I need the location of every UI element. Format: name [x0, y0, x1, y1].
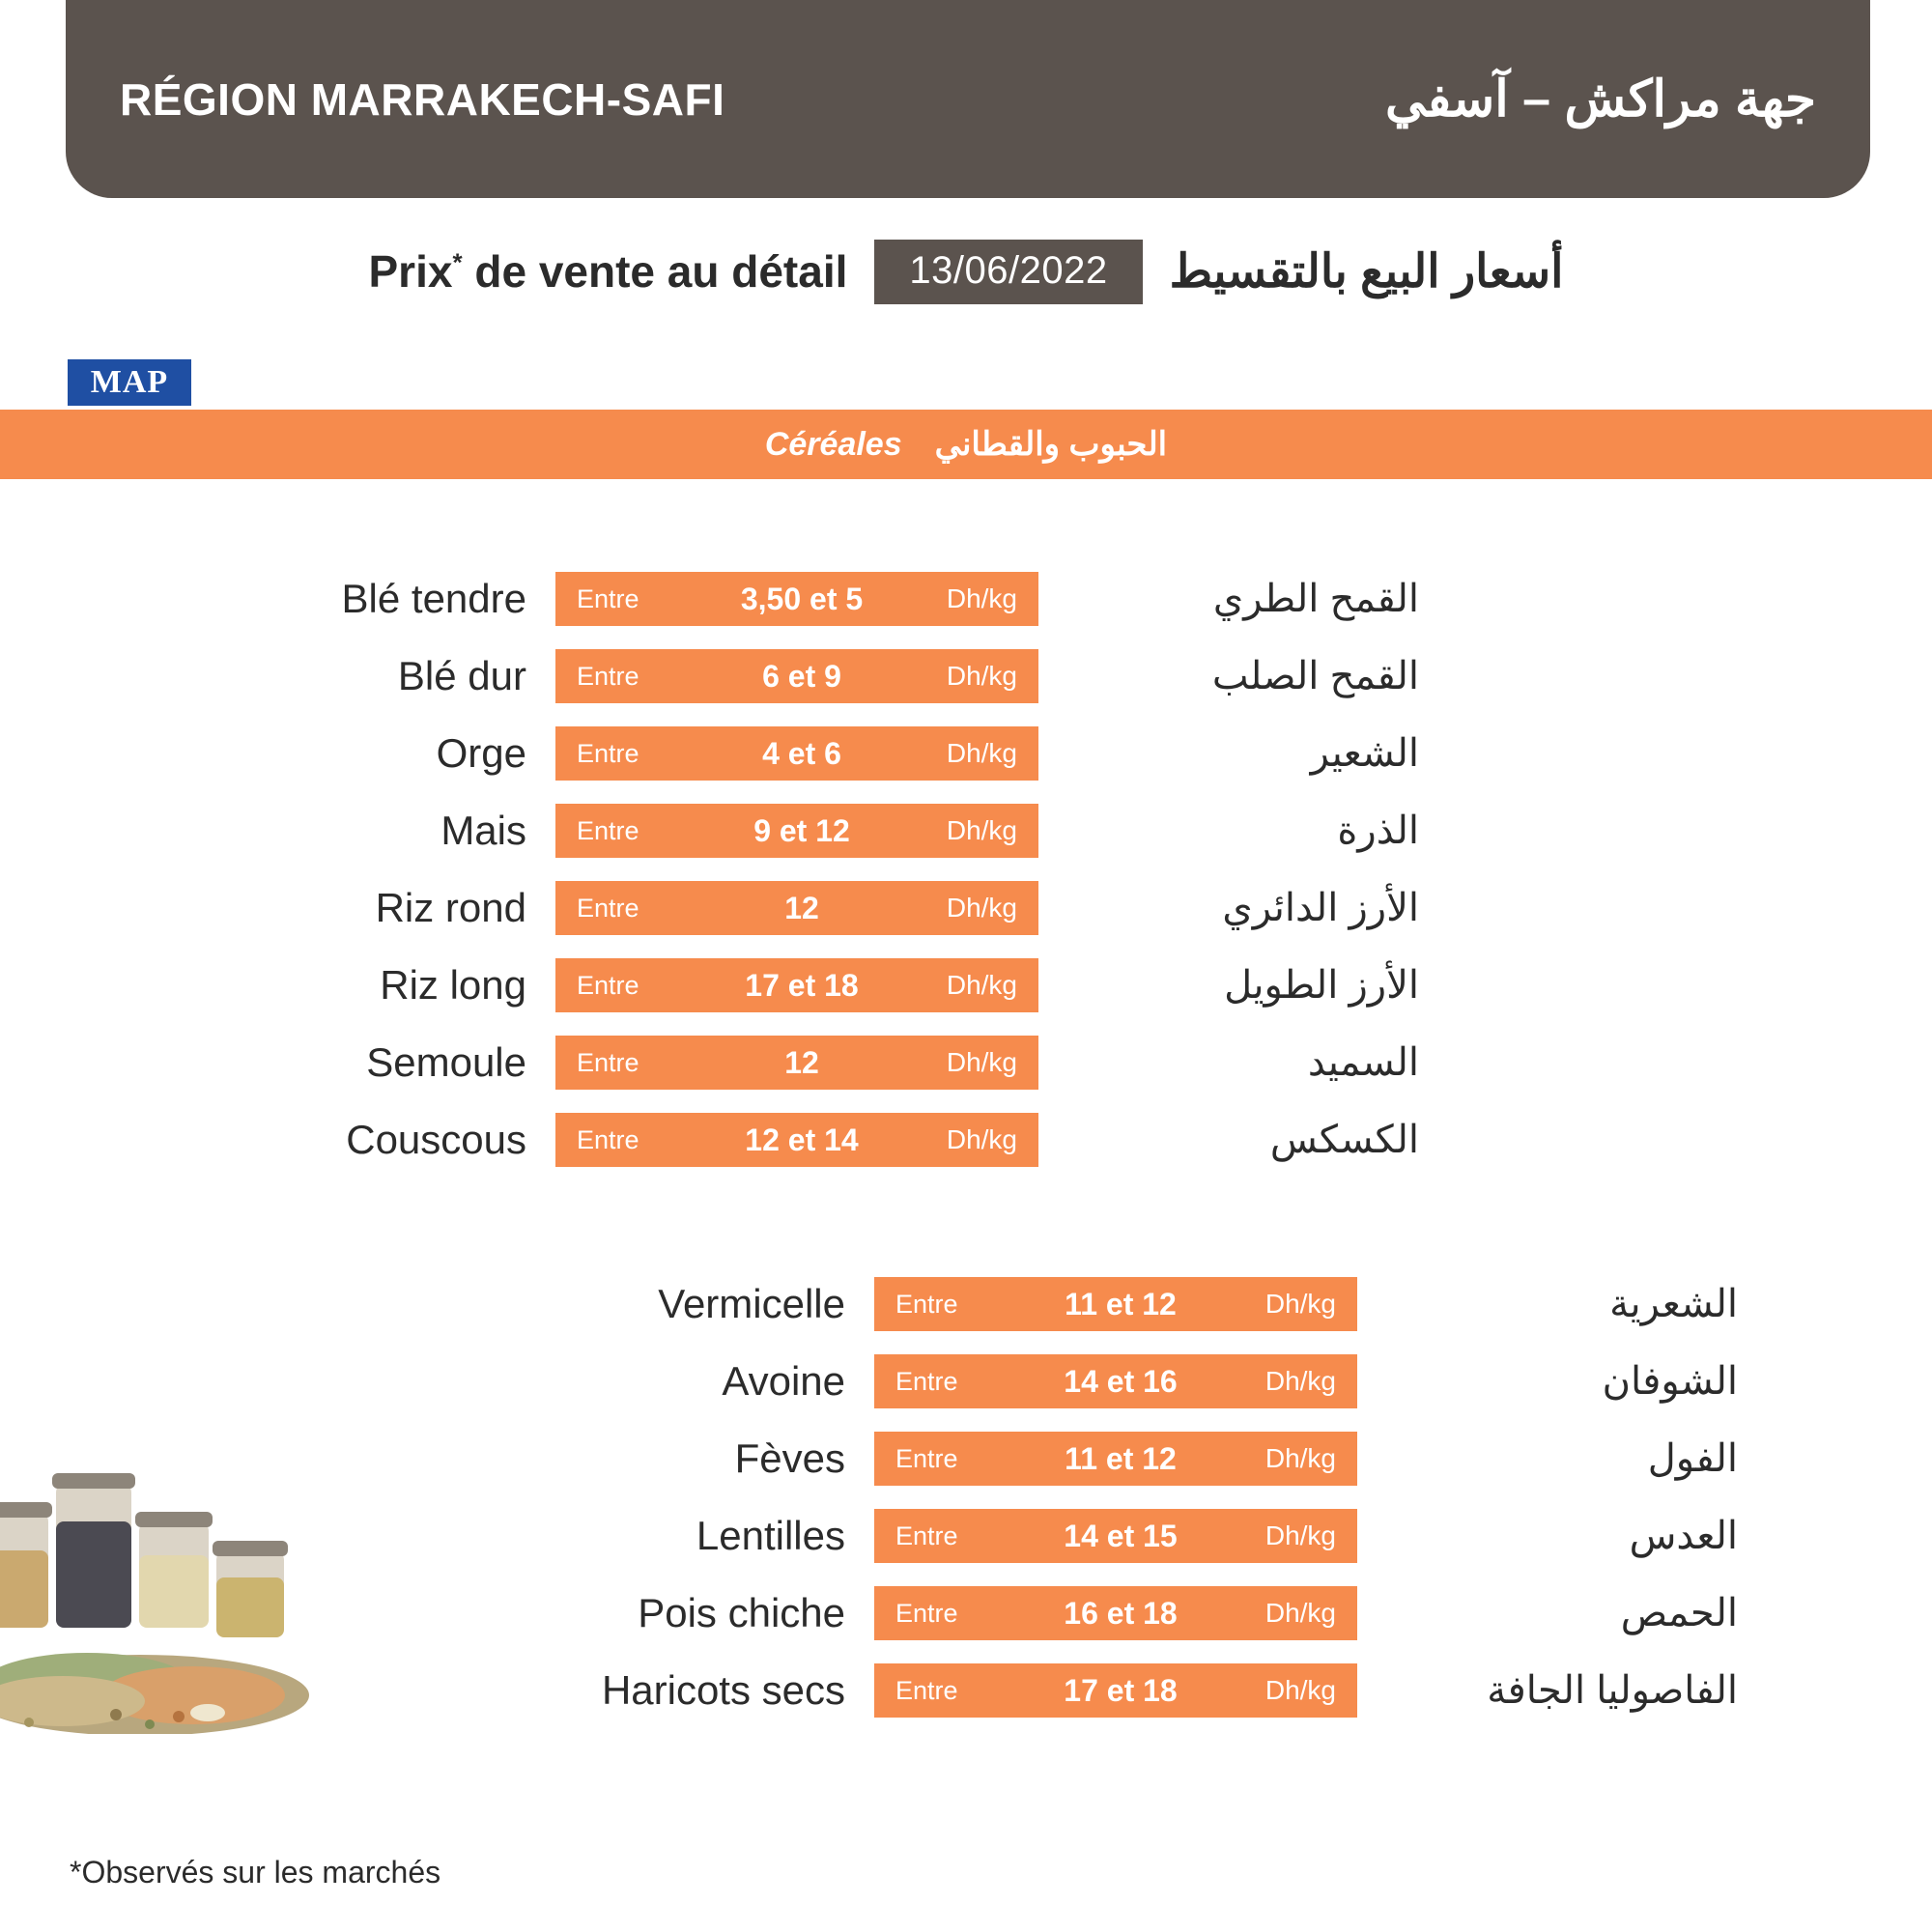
price-unit: Dh/kg [1264, 1289, 1336, 1319]
section-banner-cereales [0, 410, 1932, 479]
product-label-fr: Riz long [380, 962, 526, 1008]
product-label-ar: الأرز الدائري [1222, 887, 1419, 929]
price-value: 14 et 15 [1064, 1518, 1178, 1553]
price-range-word: Entre [577, 661, 639, 691]
product-label-ar: الفول [1647, 1437, 1738, 1480]
product-label-fr: Avoine [722, 1358, 845, 1404]
price-pill [555, 726, 1038, 781]
section-label-ar: الحبوب والقطاني [934, 426, 1168, 463]
price-range-word: Entre [895, 1289, 958, 1319]
price-pill [555, 1036, 1038, 1090]
price-value: 14 et 16 [1064, 1363, 1178, 1399]
price-pill [555, 1113, 1038, 1167]
price-value: 12 [784, 890, 819, 925]
price-row [0, 1024, 1507, 1101]
product-label-fr: Couscous [346, 1117, 526, 1162]
price-row [0, 792, 1507, 869]
header-title-fr: RÉGION MARRAKECH-SAFI [120, 73, 725, 125]
price-unit: Dh/kg [946, 1124, 1017, 1154]
asterisk-marker: * [452, 247, 463, 277]
price-value: 6 et 9 [762, 658, 841, 694]
date-badge: 13/06/2022 [874, 240, 1142, 304]
price-pill [874, 1663, 1357, 1718]
price-pill [874, 1277, 1357, 1331]
price-range-word: Entre [895, 1443, 958, 1473]
price-range-word: Entre [577, 1047, 639, 1077]
price-row [0, 869, 1507, 947]
header-title-ar: جهة مراكش – آسفي [1385, 71, 1816, 128]
map-logo-label: MAP [90, 364, 169, 400]
price-row [319, 1497, 1826, 1575]
price-row [0, 715, 1507, 792]
price-pill [874, 1432, 1357, 1486]
price-row [319, 1652, 1826, 1729]
subtitle-fr [369, 245, 848, 298]
cereals-price-table [0, 560, 1507, 1179]
product-label-fr: Orge [436, 730, 526, 776]
price-unit: Dh/kg [1264, 1443, 1336, 1473]
price-unit: Dh/kg [1264, 1598, 1336, 1628]
price-range-word: Entre [577, 583, 639, 613]
map-logo [68, 359, 191, 406]
product-label-ar: السميد [1307, 1041, 1419, 1084]
price-unit: Dh/kg [946, 583, 1017, 613]
price-pill [555, 804, 1038, 858]
price-value: 11 et 12 [1065, 1440, 1177, 1476]
product-label-ar: الحمص [1620, 1592, 1738, 1634]
product-label-ar: الشوفان [1602, 1360, 1738, 1403]
product-label-ar: الذرة [1337, 810, 1419, 852]
footnote: *Observés sur les marchés [70, 1855, 441, 1889]
price-value: 3,50 et 5 [740, 581, 864, 616]
product-label-ar: القمح الطري [1212, 578, 1419, 620]
product-label-fr: Lentilles [696, 1513, 845, 1558]
price-unit: Dh/kg [1264, 1520, 1336, 1550]
price-row [319, 1343, 1826, 1420]
price-range-word: Entre [577, 815, 639, 845]
product-label-ar: الفاصوليا الجافة [1487, 1669, 1738, 1712]
price-range-word: Entre [577, 893, 639, 923]
price-unit: Dh/kg [946, 970, 1017, 1000]
price-range-word: Entre [895, 1675, 958, 1705]
product-label-ar: القمح الصلب [1211, 655, 1419, 697]
price-unit: Dh/kg [946, 815, 1017, 845]
price-value: 4 et 6 [762, 735, 841, 771]
price-pill [555, 572, 1038, 626]
price-pill [874, 1586, 1357, 1640]
price-range-word: Entre [895, 1520, 958, 1550]
price-unit: Dh/kg [946, 738, 1017, 768]
price-unit: Dh/kg [946, 661, 1017, 691]
price-value: 17 et 18 [745, 967, 859, 1003]
price-pill [555, 881, 1038, 935]
subtitle-row [0, 228, 1932, 315]
product-label-fr: Riz rond [375, 885, 526, 930]
price-value: 11 et 12 [1065, 1286, 1177, 1321]
subtitle-fr-prefix: Prix [368, 246, 453, 297]
price-range-word: Entre [895, 1366, 958, 1396]
product-label-ar: العدس [1629, 1515, 1738, 1557]
price-unit: Dh/kg [946, 1047, 1017, 1077]
product-label-fr: Haricots secs [601, 1667, 845, 1713]
product-label-ar: الشعرية [1609, 1283, 1738, 1325]
price-range-word: Entre [895, 1598, 958, 1628]
price-value: 12 [784, 1044, 819, 1080]
price-row [0, 1101, 1507, 1179]
price-range-word: Entre [577, 738, 639, 768]
price-pill [555, 958, 1038, 1012]
price-value: 16 et 18 [1064, 1595, 1178, 1631]
price-pill [555, 649, 1038, 703]
price-row [0, 638, 1507, 715]
price-pill [874, 1509, 1357, 1563]
product-label-ar: الكسكس [1269, 1119, 1419, 1161]
product-label-fr: Pois chiche [638, 1590, 845, 1635]
price-value: 9 et 12 [753, 812, 850, 848]
price-range-word: Entre [577, 1124, 639, 1154]
product-label-fr: Semoule [366, 1039, 526, 1085]
price-pill [874, 1354, 1357, 1408]
page-header [66, 0, 1870, 198]
product-label-fr: Vermicelle [658, 1281, 845, 1326]
subtitle-fr-rest: de vente au détail [474, 246, 848, 297]
product-label-fr: Blé dur [397, 653, 526, 698]
price-unit: Dh/kg [946, 893, 1017, 923]
price-row [319, 1420, 1826, 1497]
legumes-price-table [319, 1265, 1826, 1729]
price-unit: Dh/kg [1264, 1675, 1336, 1705]
product-label-fr: Fèves [734, 1435, 845, 1481]
product-label-fr: Mais [440, 808, 526, 853]
subtitle-ar: أسعار البيع بالتقسيط [1169, 246, 1564, 298]
price-unit: Dh/kg [1264, 1366, 1336, 1396]
price-range-word: Entre [577, 970, 639, 1000]
product-label-fr: Blé tendre [341, 576, 526, 621]
product-label-ar: الأرز الطويل [1224, 964, 1419, 1007]
product-label-ar: الشعير [1310, 732, 1419, 775]
section-label-fr: Céréales [764, 425, 902, 463]
price-row [319, 1575, 1826, 1652]
price-row [0, 560, 1507, 638]
price-row [319, 1265, 1826, 1343]
price-value: 17 et 18 [1064, 1672, 1178, 1708]
price-row [0, 947, 1507, 1024]
price-value: 12 et 14 [745, 1122, 859, 1157]
